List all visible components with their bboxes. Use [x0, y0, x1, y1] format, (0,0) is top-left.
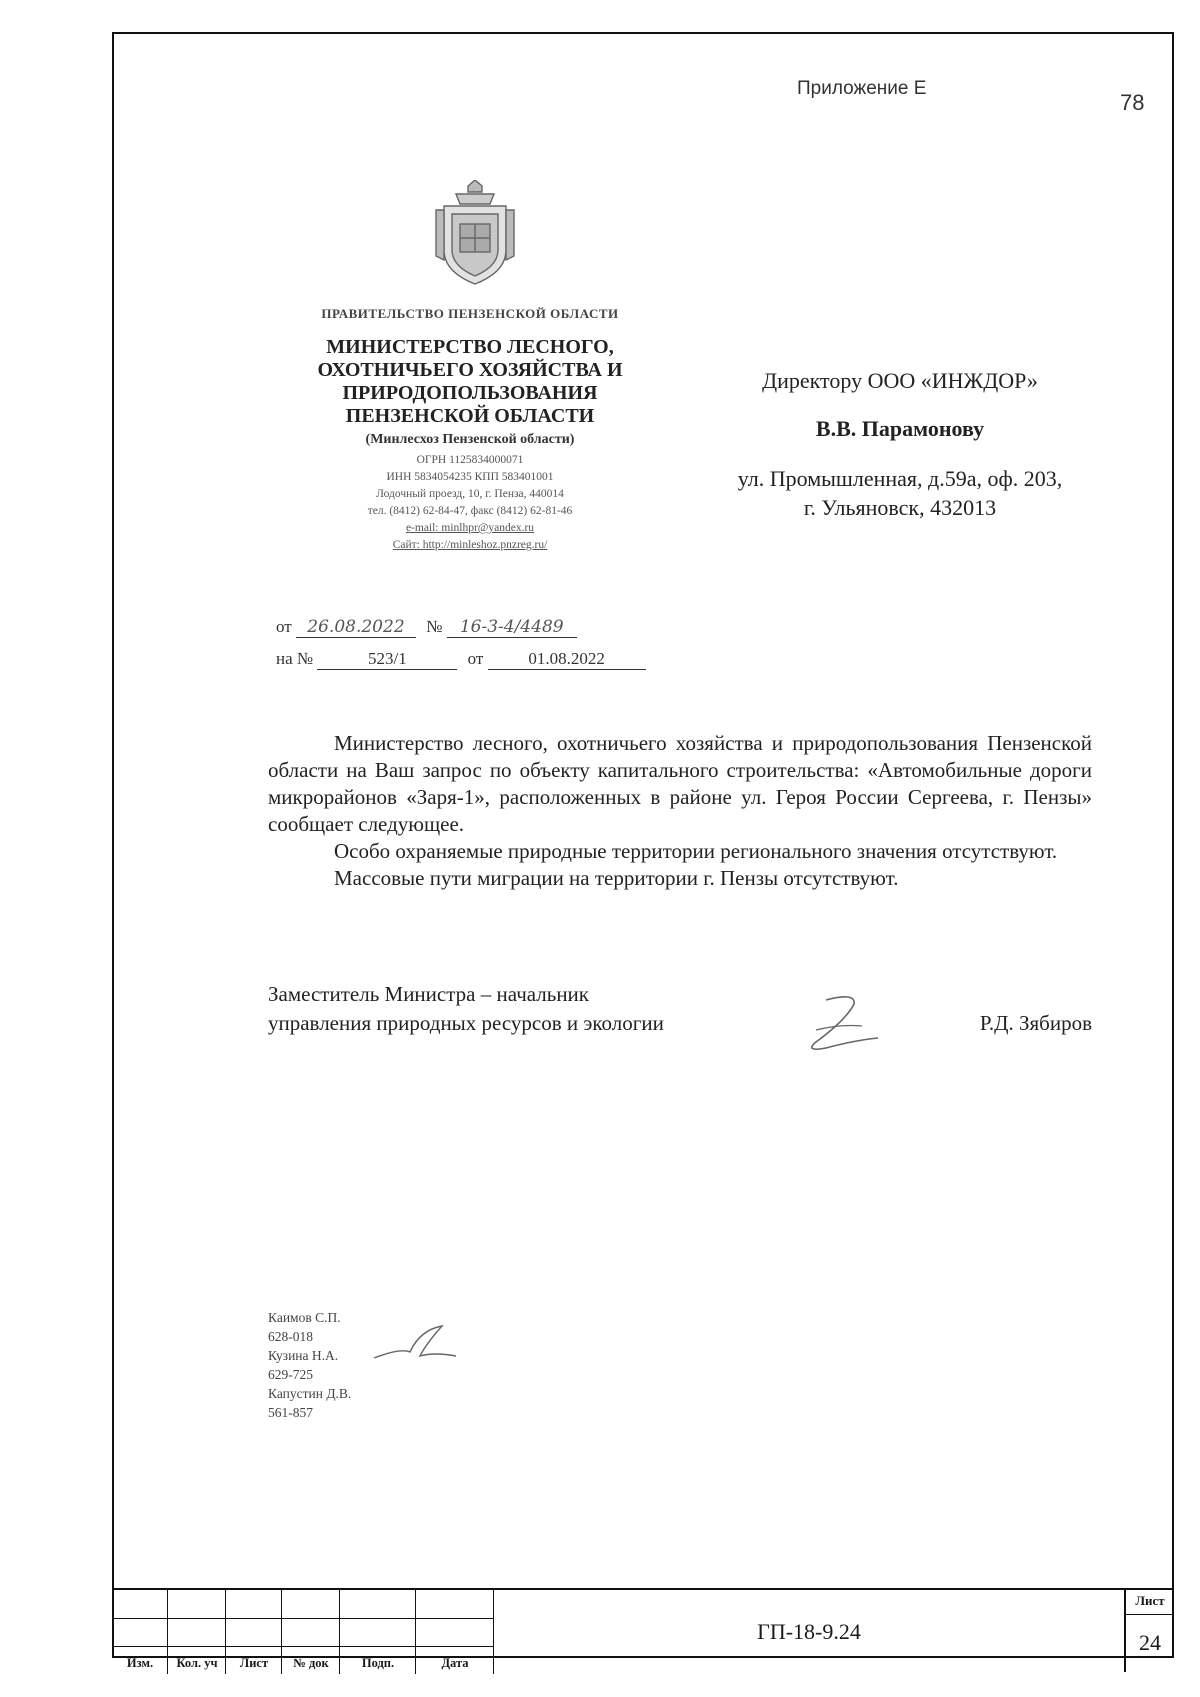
- outgoing-number: 16-3-4/4489: [447, 617, 577, 638]
- coat-of-arms-icon: [430, 180, 520, 290]
- title-block: [112, 1588, 1174, 1672]
- phone-fax: тел. (8412) 62-84-47, факс (8412) 62-81-46: [367, 505, 573, 517]
- document-code: ГП-18-9.24: [494, 1588, 1124, 1674]
- government-header: ПРАВИТЕЛЬСТВО ПЕНЗЕНСКОЙ ОБЛАСТИ: [321, 306, 619, 321]
- ministry-requisites: [290, 452, 650, 554]
- email: e-mail: minlhpr@yandex.ru: [405, 522, 535, 534]
- website: Сайт: http://minleshoz.pnzreg.ru/: [392, 539, 548, 551]
- signer-position-line1: Заместитель Министра – начальник: [268, 982, 589, 1006]
- body-paragraph: Особо охраняемые природные территории регионального значения отсутствуют.: [334, 839, 1058, 863]
- appendix-label: Приложение Е: [797, 78, 927, 99]
- executor-signature-icon: [370, 1322, 460, 1368]
- letter-body: [268, 730, 1092, 892]
- signer-name: Р.Д. Зябиров: [979, 1011, 1092, 1035]
- sheet-number: 24: [1139, 1630, 1161, 1655]
- postal-address: Лодочный проезд, 10, г. Пенза, 440014: [376, 488, 564, 500]
- handwritten-signature-icon: [796, 990, 886, 1060]
- page-number: 78: [1120, 90, 1145, 115]
- executors-list: Каимов С.П. 628-018 Кузина Н.А. 629-725 Капустин Д.В. 561-857: [268, 1310, 352, 1420]
- revision-grid: Изм. Кол. уч Лист № док Подп. Дата: [112, 1588, 494, 1674]
- sheet-number-cell: Лист 24: [1124, 1588, 1174, 1672]
- outgoing-date: 26.08.2022: [296, 617, 416, 638]
- signature-block: [268, 980, 1092, 1038]
- reply-number: 523/1: [317, 649, 457, 670]
- recipient-block: [690, 368, 1110, 522]
- body-paragraph: Министерство лесного, охотничьего хозяйства и природопользования Пензенской области на Ваш запрос по объекту капитального строительства: «Автомобильные дороги микрорайонов «Заря-1», расположенных в районе ул. Героя России Сергеева, г. Пензы» сообщает следующее.: [268, 731, 1092, 836]
- ogrn: ОГРН 1125834000071: [416, 454, 524, 466]
- signer-position-line2: управления природных ресурсов и экологии: [268, 1011, 664, 1035]
- ministry-name: МИНИСТЕРСТВО ЛЕСНОГО, ОХОТНИЧЬЕГО ХОЗЯЙСТВА И ПРИРОДОПОЛЬЗОВАНИЯ ПЕНЗЕНСКОЙ ОБЛАСТИ: [317, 336, 623, 427]
- recipient-name: В.В. Парамонову: [815, 416, 985, 441]
- reply-reference: на № 523/1 от 01.08.2022: [276, 649, 646, 670]
- reply-date: 01.08.2022: [488, 649, 646, 670]
- body-paragraph: Массовые пути миграции на территории г. Пензы отсутствуют.: [334, 866, 899, 890]
- recipient-position: Директору ООО «ИНЖДОР»: [762, 368, 1038, 393]
- inn-kpp: ИНН 5834054235 КПП 583401001: [386, 471, 554, 483]
- recipient-address: ул. Промышленная, д.59а, оф. 203, г. Ульяновск, 432013: [737, 466, 1063, 520]
- ministry-short-name: (Минлесхоз Пензенской области): [365, 432, 575, 447]
- outgoing-registration: от 26.08.2022 № 16-3-4/4489: [276, 617, 577, 638]
